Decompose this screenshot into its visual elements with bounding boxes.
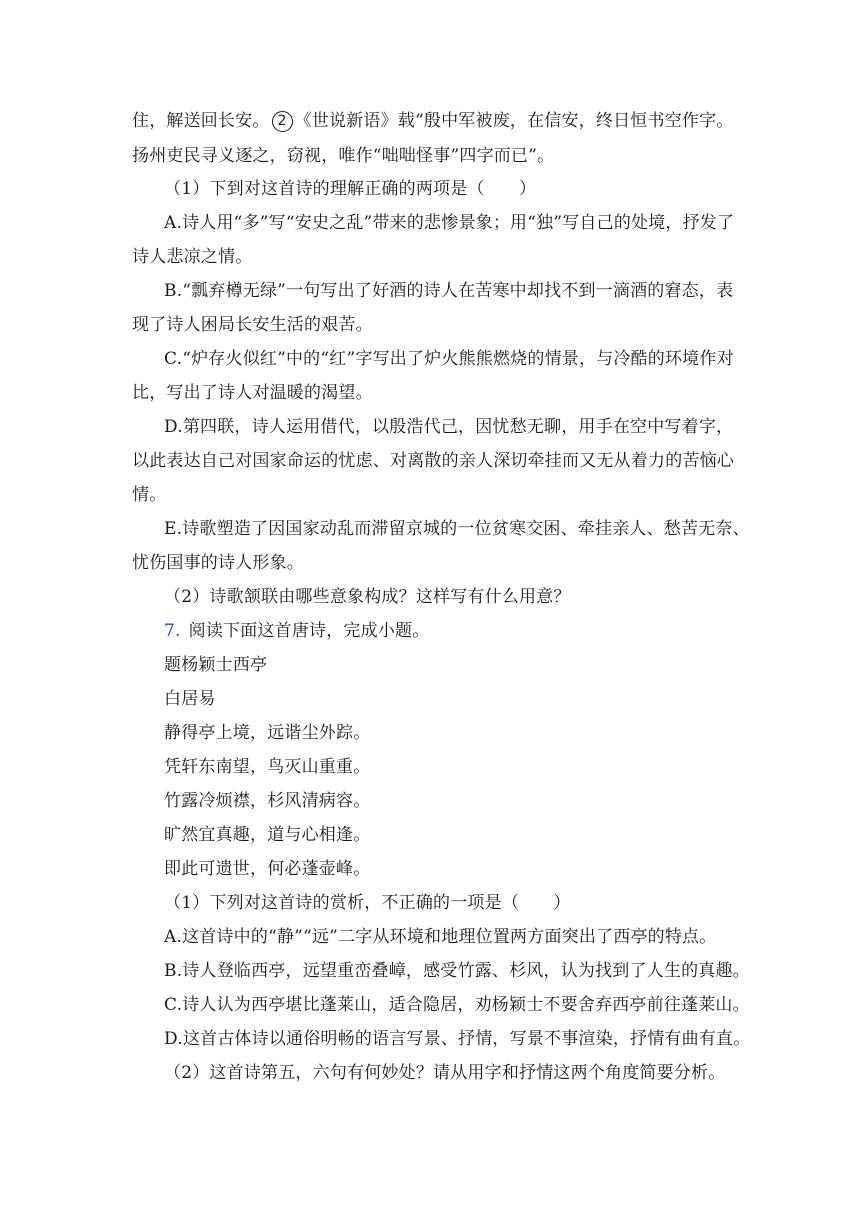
q6-option-b-line-2: 现了诗人困局长安生活的艰苦。 bbox=[132, 315, 373, 335]
poem-line: 即此可遗世，何必蓬壶峰。 bbox=[164, 859, 371, 879]
q7-option-b: B.诗人登临西亭，远望重峦叠嶂，感受竹露、杉风，认为找到了人生的真趣。 bbox=[164, 961, 750, 981]
q6-option-d-line-1: D.第四联，诗人运用借代，以殷浩代己，因忧愁无聊，用手在空中写着字， bbox=[164, 417, 734, 437]
poem-line: 静得亭上境，远谐尘外踪。 bbox=[164, 723, 371, 743]
q6-option-d-line-2: 以此表达自己对国家命运的忧虑、对离散的亲人深切牵挂而又无从着力的苦恼心 bbox=[132, 451, 734, 471]
q7-option-a: A.这首诗中的“静”“远”二字从环境和地理位置两方面突出了西亭的特点。 bbox=[164, 927, 717, 947]
poem-line: 旷然宜真趣，道与心相逢。 bbox=[164, 825, 371, 845]
intro-text-b: 《世说新语》载“殷中军被废，在信安，终日恒书空作字。 bbox=[294, 111, 734, 131]
q6-subquestion-1: （1）下到对这首诗的理解正确的两项是（ ） bbox=[164, 179, 537, 199]
intro-text-a: 住，解送回长安。 bbox=[132, 111, 270, 131]
poem-line: 竹露冷烦襟，杉风清病容。 bbox=[164, 791, 371, 811]
q6-option-a-line-2: 诗人悲凉之情。 bbox=[132, 247, 253, 267]
poem-line: 凭轩东南望，鸟灭山重重。 bbox=[164, 757, 371, 777]
q6-option-c-line-1: C.“炉存火似红”中的“红”字写出了炉火熊熊燃烧的情景，与冷酷的环境作对 bbox=[164, 349, 734, 369]
q6-option-c-line-2: 比，写出了诗人对温暖的渴望。 bbox=[132, 383, 373, 403]
q7-subquestion-2: （2）这首诗第五，六句有何妙处？请从用字和抒情这两个角度简要分析。 bbox=[164, 1063, 726, 1083]
q7-instruction: 阅读下面这首唐诗，完成小题。 bbox=[188, 621, 430, 641]
q7-number: 7. bbox=[164, 621, 181, 641]
poem-title: 题杨颖士西亭 bbox=[164, 655, 268, 675]
q6-option-e-line-1: E.诗歌塑造了因国家动乱而滞留京城的一位贫寒交困、牵挂亲人、愁苦无奈、 bbox=[164, 519, 750, 539]
q6-subquestion-2: （2）诗歌颔联由哪些意象构成？这样写有什么用意？ bbox=[164, 587, 571, 607]
circled-number-2: 2 bbox=[272, 111, 293, 132]
intro-line-1 bbox=[132, 110, 734, 132]
q6-option-b-line-1: B.“瓢弃樽无绿”一句写出了好酒的诗人在苦寒中却找不到一滴酒的窘态，表 bbox=[164, 281, 734, 301]
q6-option-d-line-3: 情。 bbox=[132, 485, 167, 505]
q7-header bbox=[164, 620, 429, 642]
q7-subquestion-1: （1）下列对这首诗的赏析，不正确的一项是（ ） bbox=[164, 893, 571, 913]
poem-author: 白居易 bbox=[164, 689, 216, 709]
q7-option-c: C.诗人认为西亭堪比蓬莱山，适合隐居，劝杨颖士不要舍弃西亭前往蓬莱山。 bbox=[164, 995, 750, 1015]
q7-option-d: D.这首古体诗以通俗明畅的语言写景、抒情，写景不事渲染，抒情有曲有直。 bbox=[164, 1029, 751, 1049]
q6-option-a-line-1: A.诗人用“多”写“安史之乱”带来的悲惨景象；用“独”写自己的处境，抒发了 bbox=[164, 213, 735, 233]
intro-line-2: 扬州吏民寻义逐之，窃视，唯作“咄咄怪事”四字而已”。 bbox=[132, 146, 555, 166]
q6-option-e-line-2: 忧伤国事的诗人形象。 bbox=[132, 553, 304, 573]
